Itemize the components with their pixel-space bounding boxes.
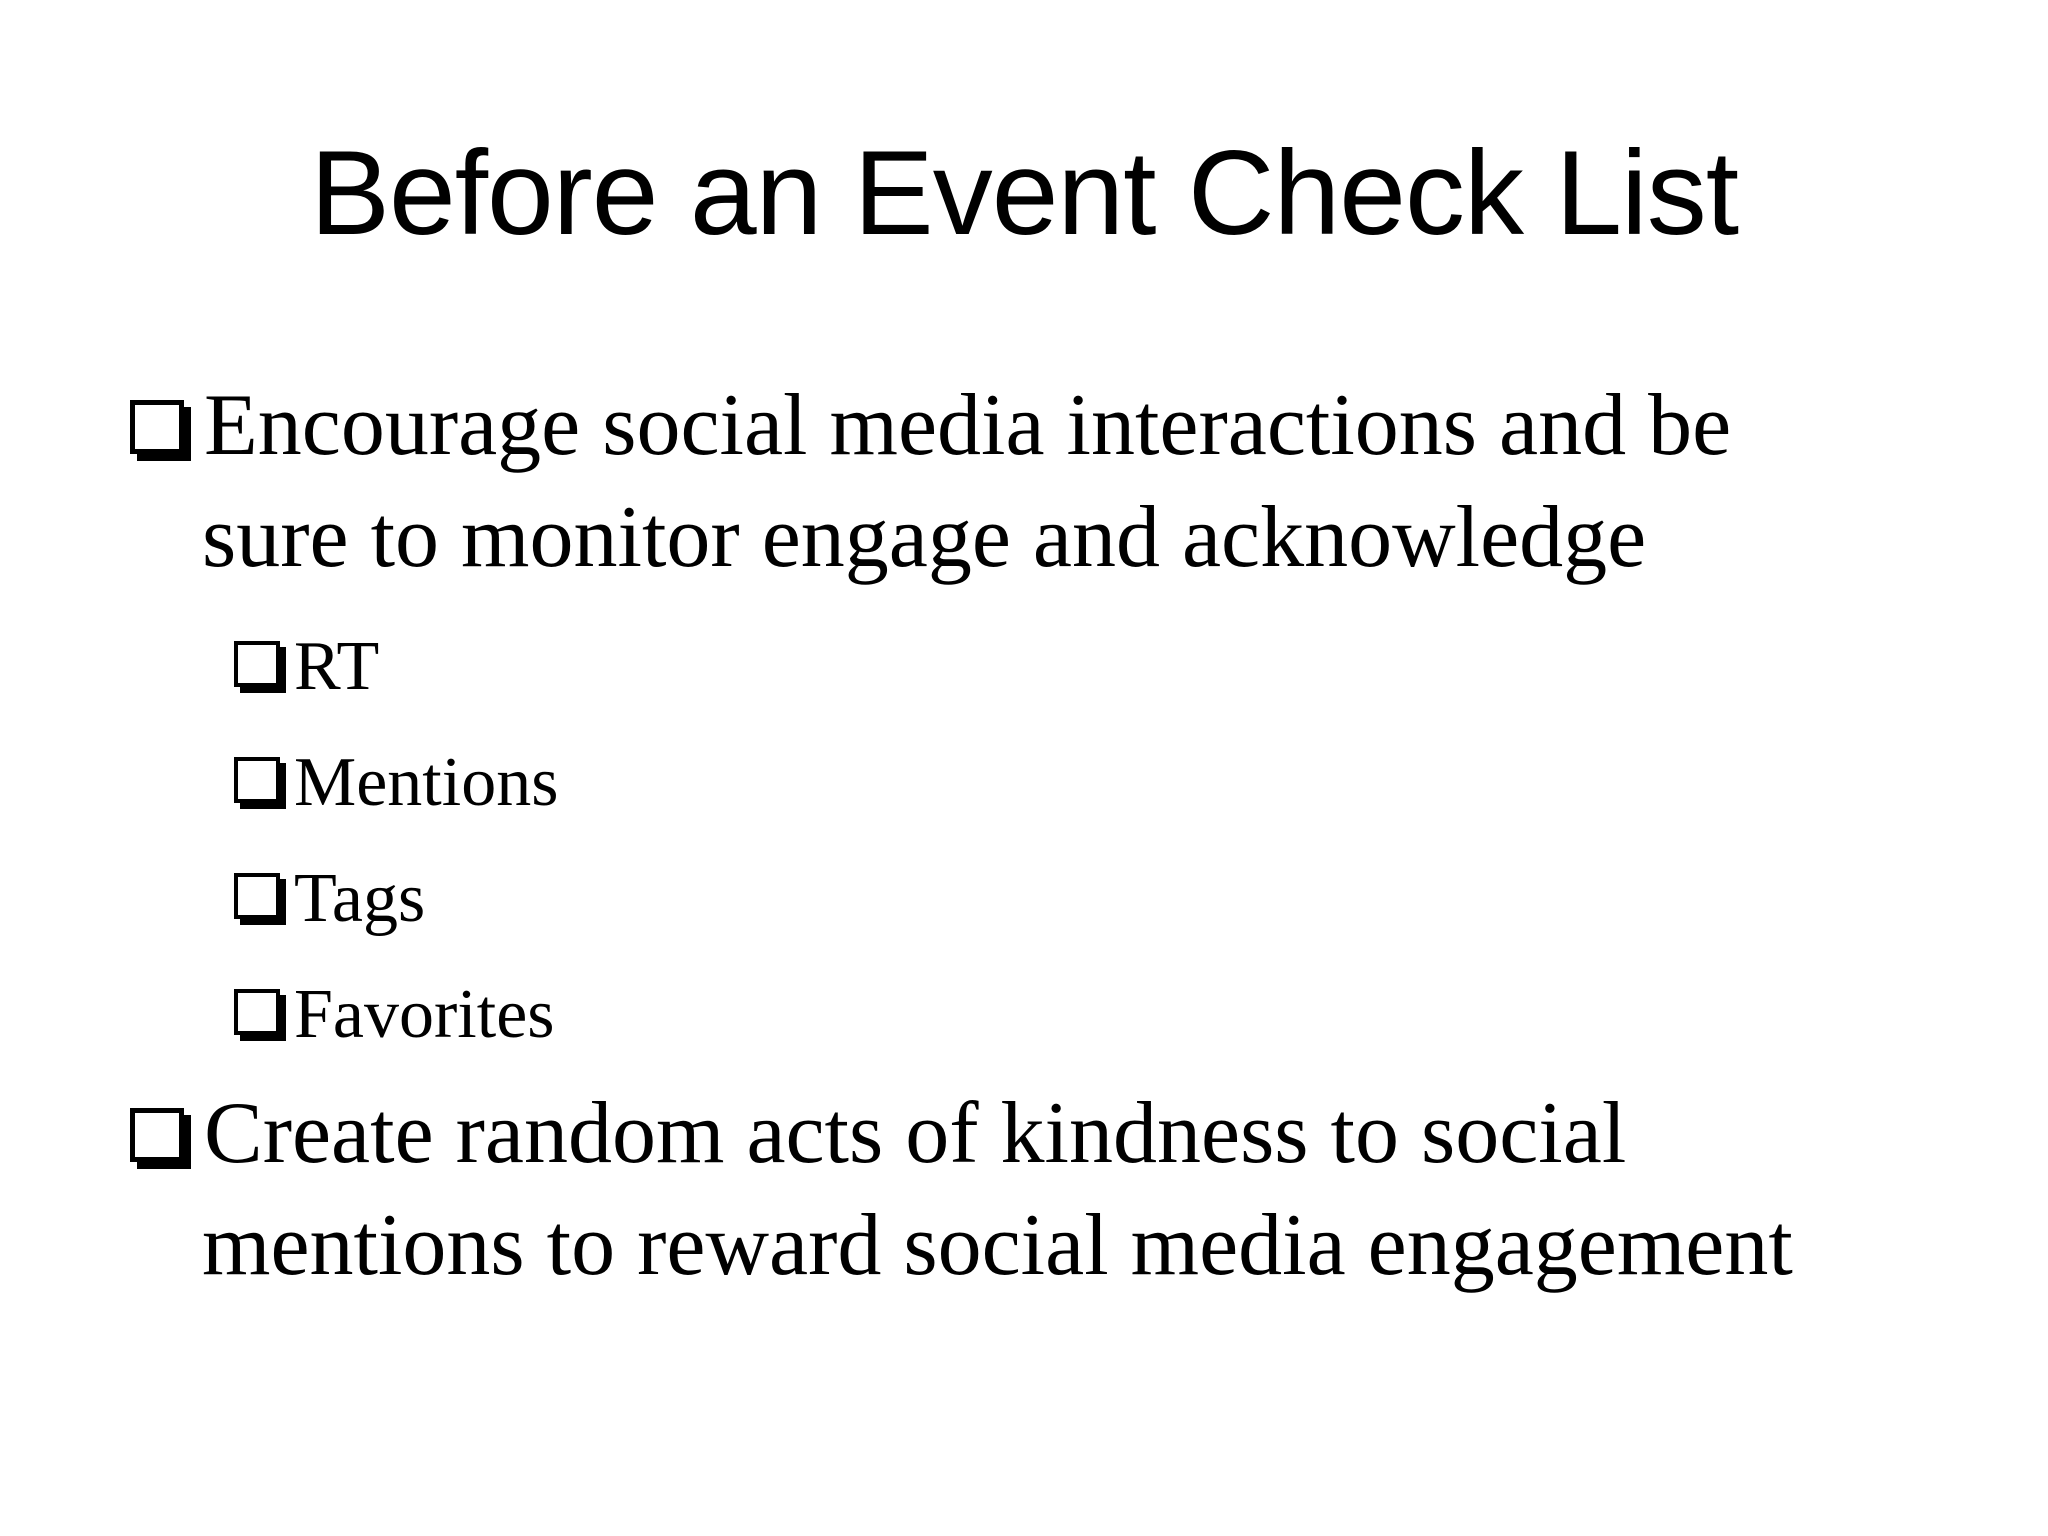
checkbox-icon — [234, 873, 280, 919]
bullet-1-text-line-1: Encourage social media interactions and be — [204, 377, 1732, 474]
bullet-item-2 — [130, 1078, 1910, 1302]
sub-bullet-text: Mentions — [294, 744, 559, 821]
checkbox-icon — [234, 757, 280, 803]
bullet-2-text-line-1: Create random acts of kindness to social — [204, 1085, 1627, 1182]
checkbox-icon — [130, 400, 184, 454]
bullet-1-line-1 — [130, 370, 1910, 482]
sub-bullet-rt — [234, 622, 1834, 712]
bullet-2-line-2: mentions to reward social media engagement — [202, 1197, 1793, 1294]
sub-bullet-tags — [234, 854, 1834, 944]
checkbox-icon — [130, 1108, 184, 1162]
bullet-item-1 — [130, 370, 1910, 594]
bullet-2-line-1 — [130, 1078, 1910, 1190]
sub-bullet-favorites — [234, 970, 1834, 1060]
sub-bullet-mentions — [234, 738, 1834, 828]
slide-title: Before an Event Check List — [309, 126, 1739, 260]
bullet-1-line-2: sure to monitor engage and acknowledge — [202, 489, 1647, 586]
sub-bullet-text: Favorites — [294, 976, 555, 1053]
sub-bullet-text: Tags — [294, 860, 426, 937]
checkbox-icon — [234, 989, 280, 1035]
checkbox-icon — [234, 641, 280, 687]
sub-bullet-text: RT — [294, 628, 380, 705]
